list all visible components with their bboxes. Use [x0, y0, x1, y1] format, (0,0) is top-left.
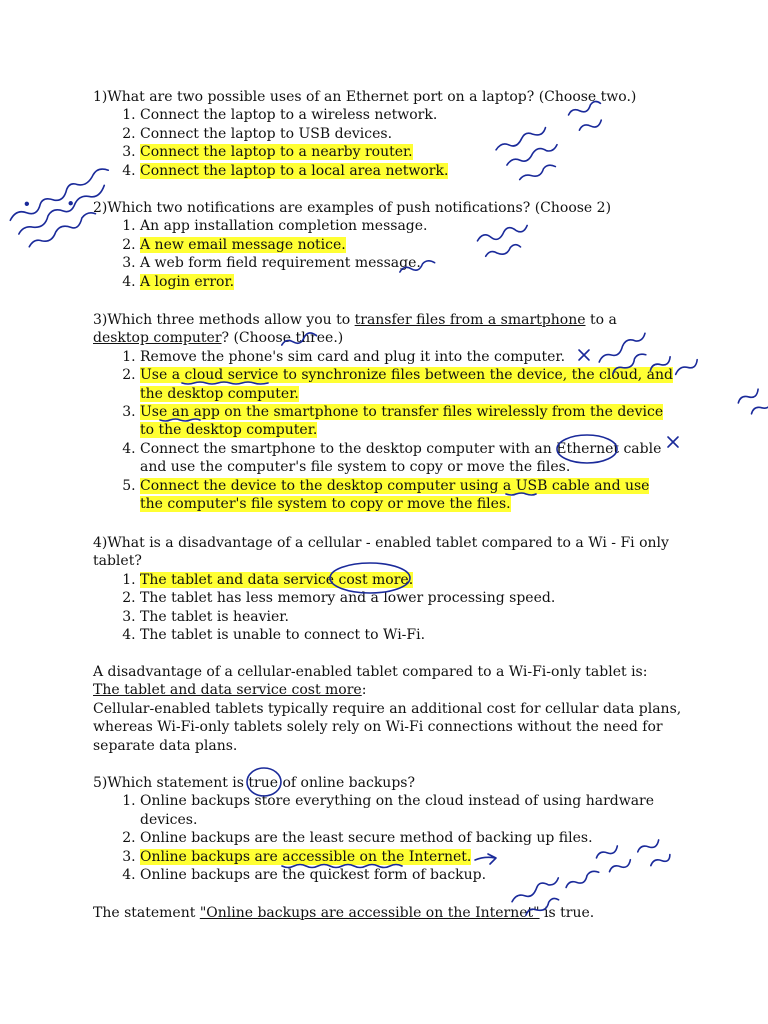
option-2-2: 2. A new email message notice. — [140, 236, 683, 254]
question-1 — [93, 88, 683, 180]
option-1-2: 2. Connect the laptop to USB devices. — [140, 125, 683, 143]
option-4-1: 1. The tablet and data service cost more. — [140, 571, 683, 589]
option-3-2: 2. Use a cloud service to synchronize files between the device, the cloud, and the desktop computer. — [140, 366, 673, 403]
option-3-5: 5. Connect the device to the desktop computer using a USB cable and use the computer's file system to copy or move the files. — [140, 477, 673, 514]
option-2-3: 3. A web form field requirement message. — [140, 254, 683, 272]
question-5 — [93, 774, 683, 884]
question-5-statement — [93, 904, 683, 922]
option-3-4: 4. Connect the smartphone to the desktop computer with an Ethernet cable and use the computer's file system to copy or move the files. — [140, 440, 673, 477]
statement-text: The statement "Online backups are accessible on the Internet" is true. — [93, 905, 595, 921]
question-5-options — [93, 792, 683, 884]
question-1-text: 1)What are two possible uses of an Ethernet port on a laptop? (Choose two.) — [93, 89, 637, 105]
question-1-options — [93, 106, 683, 180]
option-5-1: 1. Online backups store everything on the cloud instead of using hardware devices. — [140, 792, 683, 829]
question-2-text: 2)Which two notifications are examples of push notifications? (Choose 2) — [93, 200, 612, 216]
explanation-intro: A disadvantage of a cellular-enabled tablet compared to a Wi-Fi-only tablet is: — [93, 664, 648, 680]
option-4-2: 2. The tablet has less memory and a lower processing speed. — [140, 589, 683, 607]
question-3-options — [93, 348, 673, 514]
option-1-3: 3. Connect the laptop to a nearby router. — [140, 143, 683, 161]
option-1-4: 4. Connect the laptop to a local area network. — [140, 162, 683, 180]
option-5-4: 4. Online backups are the quickest form of backup. — [140, 866, 683, 884]
option-3-1: 1. Remove the phone's sim card and plug it into the computer. — [140, 348, 673, 366]
option-1-1: 1. Connect the laptop to a wireless network. — [140, 106, 683, 124]
explanation-body: Cellular-enabled tablets typically require an additional cost for cellular data plans, whereas Wi-Fi-only tablets solely rely on Wi-Fi connections without the need for separate data plans. — [93, 700, 682, 754]
option-5-3: 3. Online backups are accessible on the Internet. — [140, 848, 683, 866]
option-2-1: 1. An app installation completion message. — [140, 217, 683, 235]
question-4-text: 4)What is a disadvantage of a cellular - enabled tablet compared to a Wi - Fi only tablet? — [93, 535, 669, 570]
question-4-explanation — [93, 663, 683, 755]
option-4-3: 3. The tablet is heavier. — [140, 608, 683, 626]
option-2-4: 4. A login error. — [140, 273, 683, 291]
question-4 — [93, 534, 683, 644]
option-4-4: 4. The tablet is unable to connect to Wi-Fi. — [140, 626, 683, 644]
question-3-text: 3)Which three methods allow you to transfer files from a smartphone to a desktop computer? (Choose three.) — [93, 312, 617, 347]
question-3 — [93, 311, 673, 513]
question-5-text: 5)Which statement is true of online backups? — [93, 775, 415, 791]
explanation-answer: The tablet and data service cost more: — [93, 682, 367, 699]
option-3-3: 3. Use an app on the smartphone to transfer files wirelessly from the device to the desktop computer. — [140, 403, 673, 440]
option-5-2: 2. Online backups are the least secure method of backing up files. — [140, 829, 683, 847]
question-2-options — [93, 217, 683, 291]
question-2 — [93, 199, 683, 291]
question-4-options — [93, 571, 683, 645]
